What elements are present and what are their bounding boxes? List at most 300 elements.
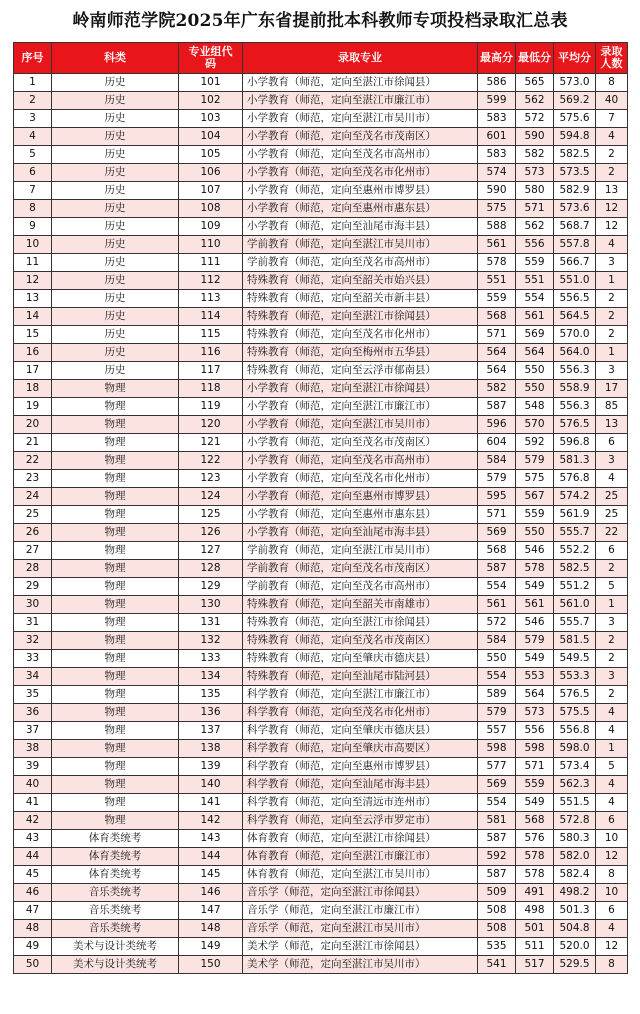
- table-row: [14, 704, 628, 722]
- major-cell: 小学教育（师范，定向至茂名市茂南区）: [243, 128, 478, 146]
- max-score-cell: 584: [478, 452, 516, 470]
- subject-cell: 物理: [52, 668, 179, 686]
- count-cell: 13: [596, 182, 628, 200]
- avg-score-cell: 561.9: [554, 506, 596, 524]
- avg-score-cell: 573.4: [554, 758, 596, 776]
- table-row: [14, 848, 628, 866]
- min-score-cell: 570: [516, 416, 554, 434]
- major-cell: 小学教育（师范，定向至茂名市高州市）: [243, 146, 478, 164]
- max-score-cell: 569: [478, 776, 516, 794]
- max-score-cell: 564: [478, 362, 516, 380]
- seq-cell: 13: [14, 290, 52, 308]
- table-row: [14, 218, 628, 236]
- avg-score-cell: 596.8: [554, 434, 596, 452]
- subject-cell: 物理: [52, 794, 179, 812]
- min-score-cell: 554: [516, 290, 554, 308]
- group-code-cell: 123: [179, 470, 243, 488]
- group-code-cell: 137: [179, 722, 243, 740]
- seq-cell: 41: [14, 794, 52, 812]
- max-score-cell: 604: [478, 434, 516, 452]
- max-score-cell: 587: [478, 398, 516, 416]
- subject-cell: 历史: [52, 272, 179, 290]
- seq-cell: 3: [14, 110, 52, 128]
- group-code-cell: 107: [179, 182, 243, 200]
- subject-cell: 美术与设计类统考: [52, 956, 179, 974]
- table-row: [14, 650, 628, 668]
- subject-cell: 历史: [52, 254, 179, 272]
- table-row: [14, 686, 628, 704]
- seq-cell: 10: [14, 236, 52, 254]
- table-row: [14, 254, 628, 272]
- group-code-cell: 101: [179, 74, 243, 92]
- group-code-cell: 144: [179, 848, 243, 866]
- group-code-cell: 112: [179, 272, 243, 290]
- count-cell: 4: [596, 722, 628, 740]
- avg-score-cell: 555.7: [554, 524, 596, 542]
- max-score-cell: 535: [478, 938, 516, 956]
- seq-cell: 22: [14, 452, 52, 470]
- table-row: [14, 416, 628, 434]
- avg-score-cell: 561.0: [554, 596, 596, 614]
- group-code-cell: 148: [179, 920, 243, 938]
- avg-score-cell: 556.3: [554, 398, 596, 416]
- avg-score-cell: 566.7: [554, 254, 596, 272]
- avg-score-cell: 573.0: [554, 74, 596, 92]
- min-score-cell: 551: [516, 272, 554, 290]
- seq-cell: 12: [14, 272, 52, 290]
- major-cell: 小学教育（师范，定向至湛江市徐闻县）: [243, 74, 478, 92]
- major-cell: 音乐学（师范，定向至湛江市廉江市）: [243, 902, 478, 920]
- max-score-cell: 599: [478, 92, 516, 110]
- subject-cell: 体育类统考: [52, 830, 179, 848]
- table-row: [14, 146, 628, 164]
- subject-cell: 体育类统考: [52, 848, 179, 866]
- seq-cell: 9: [14, 218, 52, 236]
- table-row: [14, 524, 628, 542]
- major-cell: 体育教育（师范，定向至湛江市廉江市）: [243, 848, 478, 866]
- seq-cell: 25: [14, 506, 52, 524]
- major-cell: 小学教育（师范，定向至汕尾市海丰县）: [243, 218, 478, 236]
- count-cell: 6: [596, 434, 628, 452]
- seq-cell: 48: [14, 920, 52, 938]
- min-score-cell: 579: [516, 452, 554, 470]
- min-score-cell: 501: [516, 920, 554, 938]
- subject-cell: 物理: [52, 740, 179, 758]
- avg-score-cell: 598.0: [554, 740, 596, 758]
- count-cell: 4: [596, 236, 628, 254]
- major-cell: 特殊教育（师范，定向至韶关市新丰县）: [243, 290, 478, 308]
- seq-cell: 17: [14, 362, 52, 380]
- group-code-cell: 126: [179, 524, 243, 542]
- group-code-cell: 145: [179, 866, 243, 884]
- subject-cell: 物理: [52, 524, 179, 542]
- count-cell: 4: [596, 920, 628, 938]
- table-row: [14, 326, 628, 344]
- group-code-cell: 130: [179, 596, 243, 614]
- table-row: [14, 938, 628, 956]
- count-cell: 17: [596, 380, 628, 398]
- max-score-cell: 561: [478, 236, 516, 254]
- table-row: [14, 236, 628, 254]
- group-code-cell: 113: [179, 290, 243, 308]
- subject-cell: 物理: [52, 632, 179, 650]
- table-row: [14, 488, 628, 506]
- max-score-cell: 588: [478, 218, 516, 236]
- subject-cell: 历史: [52, 92, 179, 110]
- table-row: [14, 758, 628, 776]
- min-score-cell: 556: [516, 236, 554, 254]
- min-score-cell: 567: [516, 488, 554, 506]
- max-score-cell: 561: [478, 596, 516, 614]
- seq-cell: 30: [14, 596, 52, 614]
- seq-cell: 29: [14, 578, 52, 596]
- table-row: [14, 290, 628, 308]
- group-code-cell: 131: [179, 614, 243, 632]
- subject-cell: 音乐类统考: [52, 902, 179, 920]
- min-score-cell: 550: [516, 380, 554, 398]
- major-cell: 科学教育（师范，定向至惠州市博罗县）: [243, 758, 478, 776]
- seq-cell: 1: [14, 74, 52, 92]
- group-code-cell: 150: [179, 956, 243, 974]
- max-score-cell: 550: [478, 650, 516, 668]
- count-cell: 6: [596, 812, 628, 830]
- count-cell: 2: [596, 632, 628, 650]
- count-cell: 1: [596, 344, 628, 362]
- avg-score-cell: 582.0: [554, 848, 596, 866]
- count-cell: 4: [596, 776, 628, 794]
- group-code-cell: 121: [179, 434, 243, 452]
- count-cell: 12: [596, 848, 628, 866]
- major-cell: 特殊教育（师范，定向至肇庆市德庆县）: [243, 650, 478, 668]
- seq-cell: 7: [14, 182, 52, 200]
- max-score-cell: 578: [478, 254, 516, 272]
- seq-cell: 19: [14, 398, 52, 416]
- avg-score-cell: 574.2: [554, 488, 596, 506]
- group-code-cell: 119: [179, 398, 243, 416]
- max-score-cell: 595: [478, 488, 516, 506]
- max-score-cell: 583: [478, 110, 516, 128]
- major-cell: 科学教育（师范，定向至肇庆市德庆县）: [243, 722, 478, 740]
- group-code-cell: 116: [179, 344, 243, 362]
- group-code-cell: 142: [179, 812, 243, 830]
- count-cell: 8: [596, 956, 628, 974]
- avg-score-cell: 581.5: [554, 632, 596, 650]
- avg-score-cell: 549.5: [554, 650, 596, 668]
- table-row: [14, 794, 628, 812]
- seq-cell: 38: [14, 740, 52, 758]
- group-code-cell: 133: [179, 650, 243, 668]
- min-score-cell: 559: [516, 506, 554, 524]
- group-code-cell: 129: [179, 578, 243, 596]
- subject-cell: 历史: [52, 146, 179, 164]
- subject-cell: 物理: [52, 398, 179, 416]
- table-row: [14, 380, 628, 398]
- min-score-cell: 559: [516, 254, 554, 272]
- major-cell: 美术学（师范，定向至湛江市吴川市）: [243, 956, 478, 974]
- subject-cell: 物理: [52, 578, 179, 596]
- group-code-cell: 104: [179, 128, 243, 146]
- major-cell: 小学教育（师范，定向至湛江市廉江市）: [243, 398, 478, 416]
- major-cell: 特殊教育（师范，定向至云浮市郁南县）: [243, 362, 478, 380]
- major-cell: 特殊教育（师范，定向至茂名市茂南区）: [243, 632, 478, 650]
- major-cell: 小学教育（师范，定向至惠州市博罗县）: [243, 488, 478, 506]
- avg-score-cell: 580.3: [554, 830, 596, 848]
- count-cell: 2: [596, 290, 628, 308]
- max-score-cell: 596: [478, 416, 516, 434]
- admission-summary-table: [13, 42, 628, 974]
- subject-cell: 音乐类统考: [52, 884, 179, 902]
- subject-cell: 历史: [52, 164, 179, 182]
- header-subject: 科类: [52, 43, 179, 74]
- table-row: [14, 920, 628, 938]
- page-title: 岭南师范学院2025年广东省提前批本科教师专项投档录取汇总表: [72, 11, 568, 31]
- count-cell: 5: [596, 578, 628, 596]
- major-cell: 小学教育（师范，定向至茂名市化州市）: [243, 470, 478, 488]
- count-cell: 10: [596, 884, 628, 902]
- count-cell: 22: [596, 524, 628, 542]
- count-cell: 1: [596, 740, 628, 758]
- avg-score-cell: 555.7: [554, 614, 596, 632]
- avg-score-cell: 551.0: [554, 272, 596, 290]
- avg-score-cell: 570.0: [554, 326, 596, 344]
- subject-cell: 音乐类统考: [52, 920, 179, 938]
- min-score-cell: 569: [516, 326, 554, 344]
- table-row: [14, 110, 628, 128]
- max-score-cell: 554: [478, 668, 516, 686]
- major-cell: 特殊教育（师范，定向至汕尾市陆河县）: [243, 668, 478, 686]
- table-row: [14, 182, 628, 200]
- seq-cell: 28: [14, 560, 52, 578]
- subject-cell: 物理: [52, 686, 179, 704]
- min-score-cell: 561: [516, 308, 554, 326]
- min-score-cell: 562: [516, 92, 554, 110]
- count-cell: 2: [596, 308, 628, 326]
- max-score-cell: 551: [478, 272, 516, 290]
- count-cell: 40: [596, 92, 628, 110]
- major-cell: 学前教育（师范，定向至茂名市高州市）: [243, 254, 478, 272]
- max-score-cell: 582: [478, 380, 516, 398]
- major-cell: 学前教育（师范，定向至湛江市吴川市）: [243, 542, 478, 560]
- min-score-cell: 579: [516, 632, 554, 650]
- subject-cell: 物理: [52, 560, 179, 578]
- header-count: 录取人数: [596, 43, 628, 74]
- max-score-cell: 508: [478, 920, 516, 938]
- seq-cell: 21: [14, 434, 52, 452]
- table-row: [14, 470, 628, 488]
- min-score-cell: 550: [516, 362, 554, 380]
- group-code-cell: 139: [179, 758, 243, 776]
- count-cell: 2: [596, 146, 628, 164]
- max-score-cell: 579: [478, 704, 516, 722]
- header-avg-score: 平均分: [554, 43, 596, 74]
- max-score-cell: 584: [478, 632, 516, 650]
- min-score-cell: 548: [516, 398, 554, 416]
- group-code-cell: 110: [179, 236, 243, 254]
- major-cell: 小学教育（师范，定向至湛江市廉江市）: [243, 92, 478, 110]
- seq-cell: 24: [14, 488, 52, 506]
- table-row: [14, 956, 628, 974]
- header-group-code: 专业组代码: [179, 43, 243, 74]
- seq-cell: 46: [14, 884, 52, 902]
- count-cell: 13: [596, 416, 628, 434]
- avg-score-cell: 552.2: [554, 542, 596, 560]
- major-cell: 学前教育（师范，定向至茂名市高州市）: [243, 578, 478, 596]
- major-cell: 美术学（师范，定向至湛江市徐闻县）: [243, 938, 478, 956]
- seq-cell: 39: [14, 758, 52, 776]
- major-cell: 小学教育（师范，定向至惠州市惠东县）: [243, 506, 478, 524]
- table-row: [14, 830, 628, 848]
- max-score-cell: 575: [478, 200, 516, 218]
- group-code-cell: 102: [179, 92, 243, 110]
- subject-cell: 历史: [52, 362, 179, 380]
- avg-score-cell: 582.5: [554, 560, 596, 578]
- major-cell: 特殊教育（师范，定向至韶关市始兴县）: [243, 272, 478, 290]
- subject-cell: 历史: [52, 182, 179, 200]
- count-cell: 1: [596, 596, 628, 614]
- count-cell: 4: [596, 704, 628, 722]
- min-score-cell: 578: [516, 560, 554, 578]
- group-code-cell: 134: [179, 668, 243, 686]
- seq-cell: 23: [14, 470, 52, 488]
- max-score-cell: 572: [478, 614, 516, 632]
- subject-cell: 历史: [52, 308, 179, 326]
- max-score-cell: 554: [478, 578, 516, 596]
- seq-cell: 27: [14, 542, 52, 560]
- seq-cell: 2: [14, 92, 52, 110]
- avg-score-cell: 582.5: [554, 146, 596, 164]
- avg-score-cell: 529.5: [554, 956, 596, 974]
- count-cell: 3: [596, 668, 628, 686]
- max-score-cell: 541: [478, 956, 516, 974]
- avg-score-cell: 498.2: [554, 884, 596, 902]
- major-cell: 科学教育（师范，定向至汕尾市海丰县）: [243, 776, 478, 794]
- avg-score-cell: 556.8: [554, 722, 596, 740]
- table-row: [14, 200, 628, 218]
- subject-cell: 物理: [52, 722, 179, 740]
- group-code-cell: 125: [179, 506, 243, 524]
- group-code-cell: 114: [179, 308, 243, 326]
- max-score-cell: 568: [478, 542, 516, 560]
- min-score-cell: 498: [516, 902, 554, 920]
- major-cell: 体育教育（师范，定向至湛江市吴川市）: [243, 866, 478, 884]
- major-cell: 体育教育（师范，定向至湛江市徐闻县）: [243, 830, 478, 848]
- avg-score-cell: 573.5: [554, 164, 596, 182]
- subject-cell: 物理: [52, 488, 179, 506]
- subject-cell: 历史: [52, 236, 179, 254]
- seq-cell: 34: [14, 668, 52, 686]
- subject-cell: 体育类统考: [52, 866, 179, 884]
- min-score-cell: 550: [516, 524, 554, 542]
- avg-score-cell: 576.5: [554, 416, 596, 434]
- table-row: [14, 596, 628, 614]
- seq-cell: 45: [14, 866, 52, 884]
- count-cell: 7: [596, 110, 628, 128]
- group-code-cell: 127: [179, 542, 243, 560]
- avg-score-cell: 556.3: [554, 362, 596, 380]
- max-score-cell: 586: [478, 74, 516, 92]
- group-code-cell: 147: [179, 902, 243, 920]
- table-row: [14, 578, 628, 596]
- seq-cell: 26: [14, 524, 52, 542]
- seq-cell: 42: [14, 812, 52, 830]
- seq-cell: 37: [14, 722, 52, 740]
- subject-cell: 物理: [52, 596, 179, 614]
- seq-cell: 4: [14, 128, 52, 146]
- min-score-cell: 580: [516, 182, 554, 200]
- major-cell: 科学教育（师范，定向至肇庆市高要区）: [243, 740, 478, 758]
- min-score-cell: 553: [516, 668, 554, 686]
- count-cell: 4: [596, 794, 628, 812]
- seq-cell: 50: [14, 956, 52, 974]
- max-score-cell: 554: [478, 794, 516, 812]
- header-major: 录取专业: [243, 43, 478, 74]
- max-score-cell: 601: [478, 128, 516, 146]
- avg-score-cell: 573.6: [554, 200, 596, 218]
- group-code-cell: 115: [179, 326, 243, 344]
- avg-score-cell: 557.8: [554, 236, 596, 254]
- min-score-cell: 573: [516, 704, 554, 722]
- avg-score-cell: 594.8: [554, 128, 596, 146]
- subject-cell: 美术与设计类统考: [52, 938, 179, 956]
- subject-cell: 历史: [52, 218, 179, 236]
- min-score-cell: 568: [516, 812, 554, 830]
- count-cell: 3: [596, 254, 628, 272]
- avg-score-cell: 569.2: [554, 92, 596, 110]
- subject-cell: 物理: [52, 452, 179, 470]
- major-cell: 特殊教育（师范，定向至湛江市徐闻县）: [243, 614, 478, 632]
- subject-cell: 物理: [52, 614, 179, 632]
- avg-score-cell: 582.4: [554, 866, 596, 884]
- avg-score-cell: 562.3: [554, 776, 596, 794]
- count-cell: 2: [596, 686, 628, 704]
- table-row: [14, 506, 628, 524]
- subject-cell: 物理: [52, 776, 179, 794]
- subject-cell: 物理: [52, 650, 179, 668]
- seq-cell: 35: [14, 686, 52, 704]
- max-score-cell: 569: [478, 524, 516, 542]
- count-cell: 2: [596, 326, 628, 344]
- table-row: [14, 560, 628, 578]
- major-cell: 特殊教育（师范，定向至湛江市徐闻县）: [243, 308, 478, 326]
- max-score-cell: 564: [478, 344, 516, 362]
- count-cell: 2: [596, 560, 628, 578]
- major-cell: 小学教育（师范，定向至湛江市吴川市）: [243, 416, 478, 434]
- table-row: [14, 344, 628, 362]
- table-row: [14, 812, 628, 830]
- group-code-cell: 128: [179, 560, 243, 578]
- group-code-cell: 103: [179, 110, 243, 128]
- seq-cell: 11: [14, 254, 52, 272]
- min-score-cell: 564: [516, 686, 554, 704]
- group-code-cell: 105: [179, 146, 243, 164]
- seq-cell: 20: [14, 416, 52, 434]
- max-score-cell: 579: [478, 470, 516, 488]
- major-cell: 小学教育（师范，定向至茂名市高州市）: [243, 452, 478, 470]
- seq-cell: 43: [14, 830, 52, 848]
- major-cell: 小学教育（师范，定向至湛江市吴川市）: [243, 110, 478, 128]
- avg-score-cell: 576.8: [554, 470, 596, 488]
- group-code-cell: 108: [179, 200, 243, 218]
- group-code-cell: 140: [179, 776, 243, 794]
- count-cell: 3: [596, 452, 628, 470]
- min-score-cell: 491: [516, 884, 554, 902]
- major-cell: 音乐学（师范，定向至湛江市吴川市）: [243, 920, 478, 938]
- count-cell: 6: [596, 902, 628, 920]
- subject-cell: 物理: [52, 704, 179, 722]
- group-code-cell: 117: [179, 362, 243, 380]
- count-cell: 12: [596, 938, 628, 956]
- max-score-cell: 559: [478, 290, 516, 308]
